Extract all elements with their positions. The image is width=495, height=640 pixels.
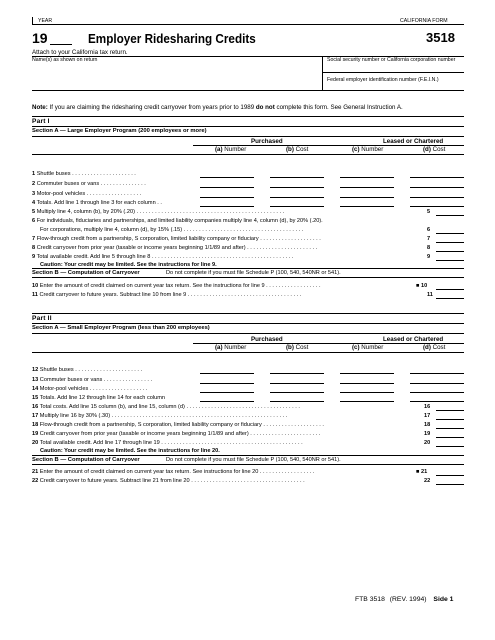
part2-section-a-title: Section A — Small Employer Program (less than 200 employees) [32, 325, 210, 331]
name-bottom-rule [32, 90, 464, 91]
part1-section-a-title: Section A — Large Employer Program (200 employees or more) [32, 128, 207, 134]
form-title: Employer Ridesharing Credits [88, 31, 256, 46]
line-13: 13 Commuter buses or vans . . . . . . . . . . . . . . . . [32, 377, 153, 383]
year-fill-line[interactable] [50, 44, 72, 45]
form-number: 3518 [426, 30, 455, 45]
line-5-amount[interactable] [436, 215, 464, 216]
line-21-ref: ■ 21 [416, 469, 428, 475]
part1-secb-rule [32, 277, 464, 278]
part1-purchased-header: Purchased [251, 138, 283, 145]
line-12: 12 Shuttle buses . . . . . . . . . . . . . . . . . . . . . . [32, 367, 143, 373]
part1-col-c: (c) Number [352, 146, 384, 153]
line-20-amount[interactable] [436, 446, 464, 447]
part1-secb-top-rule [32, 268, 464, 269]
part2-col-d: (d) Cost [423, 344, 446, 351]
line-15-col-a[interactable] [200, 401, 254, 402]
line-18-amount[interactable] [436, 428, 464, 429]
part1-leased-header: Leased or Chartered [383, 138, 444, 145]
year-label: YEAR [38, 18, 53, 24]
line-3: 3 Motor-pool vehicles . . . . . . . . . . . . . . . . . . [32, 191, 142, 197]
line-2: 2 Commuter buses or vans . . . . . . . . . . . . . . . [32, 181, 146, 187]
name-label: Name(s) as shown on return [32, 57, 98, 63]
line-3-col-d[interactable] [410, 197, 464, 198]
line-1-col-a[interactable] [200, 177, 254, 178]
line-22-ref: 22 [424, 478, 431, 484]
name-field[interactable] [34, 63, 318, 87]
line-7-ref: 7 [427, 236, 431, 242]
part1-col-d: (d) Cost [423, 146, 446, 153]
header-top-rule [32, 24, 464, 25]
line-9-ref: 9 [427, 254, 431, 260]
part1-section-b-note: Do not complete if you must file Schedule P (100, 540, 540NR or 541). [166, 270, 341, 276]
line-6a: 6 For individuals, fiduciaries and partnerships, and limited liability companies multiply line 4, column (d), by 20% (.20). [32, 218, 323, 224]
part2-col-bottom-rule [32, 352, 464, 353]
line-7-amount[interactable] [436, 242, 464, 243]
footer-side: Side 1 [433, 596, 454, 603]
part2-purchased-header: Purchased [251, 336, 283, 343]
line-11-ref: 11 [427, 292, 433, 298]
note-text-a: If you are claiming the ridesharing credit carryover from years prior to 1989 [47, 104, 256, 111]
line-18: 18 Flow-through credit from a partnership, S corporation, limited liability company or fiduciary . . . . . . . . . . . . . . . . . . . . [32, 422, 324, 428]
note-text-b: complete this form. See General Instruction A. [274, 104, 403, 111]
line-16: 16 Total costs. Add line 15 column (b), and line 15, column (d) . . . . . . . . . . . . . . . . . . . . . . . . . . . . . . . . . . . . . [32, 404, 300, 410]
line-15-col-c[interactable] [340, 401, 394, 402]
line-14: 14 Motor-pool vehicles . . . . . . . . . . . . . . . . . . . [32, 386, 148, 392]
line-16-ref: 16 [424, 404, 431, 410]
part1-title: Part I [32, 118, 50, 125]
line-3-col-b[interactable] [270, 197, 324, 198]
note-emph: do not [255, 104, 275, 111]
line-8-amount[interactable] [436, 251, 464, 252]
line-1-col-c[interactable] [340, 177, 394, 178]
line-22-amount[interactable] [436, 484, 464, 485]
line-14-col-a[interactable] [200, 392, 254, 393]
line-15: 15 Totals. Add line 12 through line 14 for each column [32, 395, 166, 401]
line-18-ref: 18 [424, 422, 431, 428]
line-14-col-d[interactable] [410, 392, 464, 393]
line-12-col-b[interactable] [270, 373, 324, 374]
line-7: 7 Flow-through credit from a partnership, S corporation, limited liability company or fiduciary . . . . . . . . . . . . . . . . . . . . [32, 236, 321, 242]
line-2-col-b[interactable] [270, 187, 324, 188]
line-9: 9 Total available credit. Add line 5 through line 8 . . . . . . . . . . . . . . . . . . . . . . . . . . . . . . . . . . . . . . . . . . . . . . [32, 254, 294, 260]
part1-sec-rule [32, 136, 464, 137]
fein-label: Federal employer identification number (F.E.I.N.) [327, 77, 439, 83]
line-20: 20 Total available credit. Add line 17 through line 19 . . . . . . . . . . . . . . . . . . . . . . . . . . . . . . . . . . . . . . . . . . . . . . [32, 440, 303, 446]
part1-col-a: (a) Number [215, 146, 247, 153]
line-1-col-b[interactable] [270, 177, 324, 178]
line-9-caution: Caution: Your credit may be limited. See the instructions for line 9. [40, 262, 217, 268]
line-4: 4 Totals. Add line 1 through line 3 for each column . . [32, 200, 162, 206]
line-11: 11 Credit carryover to future years. Subtract line 10 from line 9 . . . . . . . . . . . . . . . . . . . . . . . . . . . . . . . . . . . . . [32, 292, 302, 298]
ssn-field[interactable] [325, 63, 461, 71]
ssn-label: Social security number or California corporation number [327, 57, 456, 63]
fein-field[interactable] [325, 82, 461, 90]
line-2-col-c[interactable] [340, 187, 394, 188]
line-5: 5 Multiply line 4, column (b), by 20% (.20) . . . . . . . . . . . . . . . . . . . . . . . . . . . . . . . . . . . . . . . . . . . . . . . . [32, 209, 285, 215]
line-21: 21 Enter the amount of credit claimed on current year tax return. See instructions for line 20 . . . . . . . . . . . . . . . . . . [32, 469, 315, 475]
part1-section-b-title: Section B — Computation of Carryover [32, 270, 140, 276]
part2-top-rule [32, 313, 464, 314]
part2-section-b-note: Do not complete if you must file Schedule P (100, 540, 540NR or 541). [166, 457, 341, 463]
line-1-col-d[interactable] [410, 177, 464, 178]
line-8: 8 Credit carryover from prior year (taxable or income years beginning 1/1/89 and after) . . . . . . . . . . . . . . . . . . . . . . . [32, 245, 318, 251]
line-13-col-d[interactable] [410, 383, 464, 384]
part2-leased-header: Leased or Chartered [383, 336, 444, 343]
line-10-amount[interactable] [436, 289, 464, 290]
part1-col-b: (b) Cost [286, 146, 309, 153]
line-6b: For corporations, multiply line 4, column (d), by 15% (.15) . . . . . . . . . . . . . . . . . . . . . . . . . . . . . . . . . . . . . . . [40, 227, 304, 233]
part1-top-rule [32, 116, 464, 117]
line-12-col-c[interactable] [340, 373, 394, 374]
line-1: 1 Shuttle buses . . . . . . . . . . . . . . . . . . . . . [32, 171, 136, 177]
line-11-amount[interactable] [436, 298, 464, 299]
line-2-col-d[interactable] [410, 187, 464, 188]
part2-sec-rule [32, 333, 464, 334]
line-4-col-d[interactable] [410, 206, 464, 207]
line-10-ref: ■ 10 [416, 283, 428, 289]
form-year: 19 [32, 30, 48, 46]
line-14-col-c[interactable] [340, 392, 394, 393]
line-17-amount[interactable] [436, 419, 464, 420]
part1-title-rule [32, 126, 464, 127]
line-17-ref: 17 [424, 413, 431, 419]
part2-col-b: (b) Cost [286, 344, 309, 351]
line-13-col-a[interactable] [200, 383, 254, 384]
line-15-col-d[interactable] [410, 401, 464, 402]
part2-section-b-title: Section B — Computation of Carryover [32, 457, 140, 463]
california-form-label: CALIFORNIA FORM [400, 18, 448, 24]
line-17: 17 Multiply line 16 by 30% (.30) . . . . . . . . . . . . . . . . . . . . . . . . . . . . . . . . . . . . . . . . . . . . . . . . . . . . . . . . . [32, 413, 288, 419]
line-9-amount[interactable] [436, 260, 464, 261]
footer [355, 596, 453, 603]
line-8-ref: 8 [427, 245, 431, 251]
line-21-amount[interactable] [436, 475, 464, 476]
line-13-col-c[interactable] [340, 383, 394, 384]
attach-instruction: Attach to your California tax return. [32, 49, 128, 56]
line-12-col-d[interactable] [410, 373, 464, 374]
line-13-col-b[interactable] [270, 383, 324, 384]
line-19-amount[interactable] [436, 437, 464, 438]
line-20-caution: Caution: Your credit may be limited. See the instructions for line 20. [40, 448, 220, 454]
part1-col-bottom-rule [32, 154, 464, 155]
line-3-col-c[interactable] [340, 197, 394, 198]
line-4-col-c[interactable] [340, 206, 394, 207]
line-22: 22 Credit carryover to future years. Subtract line 21 from line 20 . . . . . . . . . . . . . . . . . . . . . . . . . . . . . . . . . . . . . [32, 478, 305, 484]
line-19: 19 Credit carryover from prior year (taxable or income years beginning 1/1/89 and after) . . . . . . . . . . . . . . . . . . . . . . . [32, 431, 321, 437]
part2-title-rule [32, 323, 464, 324]
line-20-ref: 20 [424, 440, 431, 446]
line-5-ref: 5 [427, 209, 431, 215]
footer-form-id: FTB 3518 [355, 596, 385, 603]
line-14-col-b[interactable] [270, 392, 324, 393]
part2-title: Part II [32, 315, 52, 322]
line-10: 10 Enter the amount of credit claimed on current year tax return. See the instructions for line 9 . . . . . . . . . . . . . . . . . . [32, 283, 321, 289]
line-4-col-b[interactable] [270, 206, 324, 207]
line-3-col-a[interactable] [200, 197, 254, 198]
line-6-amount[interactable] [436, 233, 464, 234]
note-lead: Note: [32, 104, 48, 111]
part2-col-a: (a) Number [215, 344, 247, 351]
part2-secb-rule [32, 464, 464, 465]
note [32, 104, 403, 111]
id-divider [322, 56, 323, 90]
footer-rev: (REV. 1994) [389, 596, 427, 603]
line-19-ref: 19 [424, 431, 431, 437]
part2-secb-top-rule [32, 455, 464, 456]
line-12-col-a[interactable] [200, 373, 254, 374]
ssn-bottom-rule [322, 72, 464, 73]
line-2-col-a[interactable] [200, 187, 254, 188]
header-tick-left [32, 17, 33, 25]
line-6-ref: 6 [427, 227, 431, 233]
part2-col-c: (c) Number [352, 344, 384, 351]
line-4-col-a[interactable] [200, 206, 254, 207]
line-16-amount[interactable] [436, 410, 464, 411]
line-15-col-b[interactable] [270, 401, 324, 402]
name-top-rule [32, 56, 464, 57]
